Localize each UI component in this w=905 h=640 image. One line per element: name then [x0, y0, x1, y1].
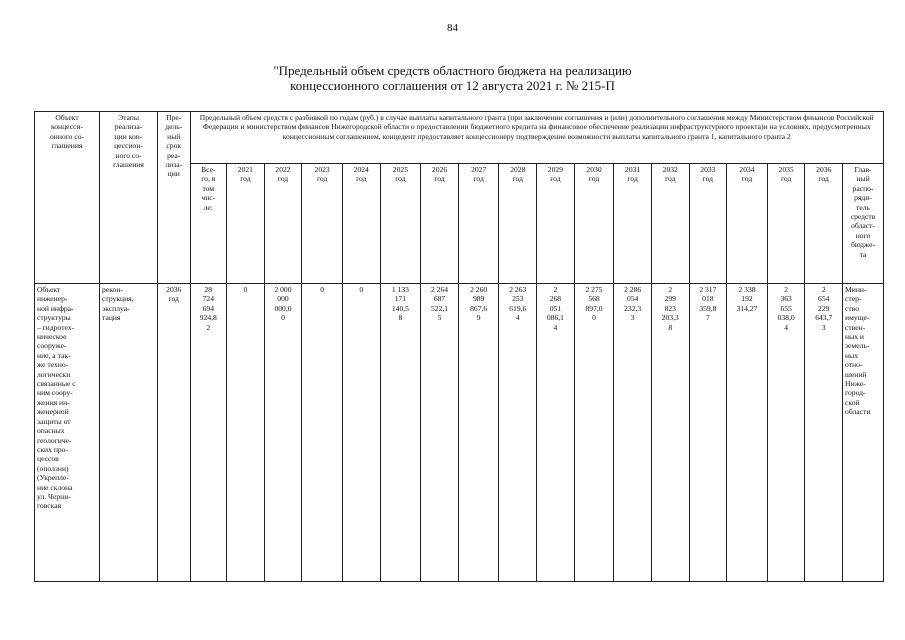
cell-year-value: 2 286 054 232,3 3	[614, 284, 652, 582]
header-year: 2034 год	[727, 164, 768, 284]
header-term: Пре- дель- ный срок реа- лиза- ции	[157, 112, 190, 284]
cell-year-value: 2 363 655 038,0 4	[767, 284, 805, 582]
header-year: 2022 год	[264, 164, 302, 284]
cell-year-value: 2 299 823 203,3 8	[651, 284, 689, 582]
cell-year-value: 2 263 253 619,6 4	[499, 284, 537, 582]
cell-year-value: 2 268 051 086,1 4	[537, 284, 575, 582]
cell-year-value: 2 264 687 522,1 5	[421, 284, 459, 582]
cell-year-value: 2 000 000 000,0 0	[264, 284, 302, 582]
budget-table	[34, 111, 884, 582]
cell-year-value: 2 654 229 643,7 3	[805, 284, 843, 582]
cell-manager: Мини- стер- ство имуще- ствен- ных и земель- ных отно- шений Ниже- город- ской области	[843, 284, 884, 582]
header-year: 2035 год	[767, 164, 805, 284]
cell-year-value: 2 260 989 867,6 9	[458, 284, 499, 582]
table-row	[35, 284, 884, 582]
header-year: 2030 год	[574, 164, 614, 284]
cell-year-value: 1 133 171 140,5 8	[380, 284, 421, 582]
header-year: 2025 год	[380, 164, 421, 284]
page-number: 84	[447, 22, 458, 34]
cell-object: Объект инженер- ной инфра- структуры – гидротех- ническое сооруже- ние, а так- же техно- логически связанные с ним соору- жения ин- женерной защиты от опасных геологиче- ских про- цессов (оползни) (Укрепле- ние склона ул. Черни- говская	[35, 284, 100, 582]
title-line-1: "Предельный объем средств областного бюджета на реализацию	[273, 63, 632, 78]
cell-year-value: 0	[342, 284, 380, 582]
title-line-2: концессионного соглашения от 12 августа 2021 г. № 215-П	[290, 78, 615, 93]
cell-year-value: 2 317 018 359,8 7	[689, 284, 727, 582]
header-object: Объект концесси- онного со- глашения	[35, 112, 100, 284]
header-year: 2031 год	[614, 164, 652, 284]
header-year: 2021 год	[227, 164, 265, 284]
header-row-1	[35, 112, 884, 164]
header-year: 2029 год	[537, 164, 575, 284]
document-title	[120, 63, 785, 93]
cell-year-value: 2 275 568 897,0 0	[574, 284, 614, 582]
header-year: 2024 год	[342, 164, 380, 284]
header-year: 2036 год	[805, 164, 843, 284]
header-limit: Предельный объем средств с разбивкой по годам (руб.) в случае выплаты капитального гранта (при заключении соглашения и (или) дополнительного соглашения между Министерством финансов Российской Федерации и министерством финансов Нижегородской области о предоставлении бюджетного кредита на финансовое обеспечение реализации инфраструктурного проекта)и на условиях, предусмотренных концессионным соглашением, концедент предоставляет концессионеру подтверждение возможности выплаты капитального гранта 1, капитального гранта 2	[190, 112, 884, 164]
cell-total: 28 724 694 924,8 2	[190, 284, 227, 582]
cell-stages: рекон- струкция, эксплуа- тация	[100, 284, 158, 582]
cell-year-value: 0	[302, 284, 343, 582]
cell-year-value: 0	[227, 284, 265, 582]
header-year: 2033 год	[689, 164, 727, 284]
cell-year-value: 2 338 192 314,27	[727, 284, 768, 582]
header-total: Все- го, в том чис- ле:	[190, 164, 227, 284]
header-year: 2026 год	[421, 164, 459, 284]
cell-term: 2036 год	[157, 284, 190, 582]
header-year: 2027 год	[458, 164, 499, 284]
header-manager: Глав- ный распо- ряди- тель средств област- ного бюдже- та	[843, 164, 884, 284]
header-year: 2028 год	[499, 164, 537, 284]
header-stages: Этапы реализа- ции кон- цессион- ного со- глашения	[100, 112, 158, 284]
header-year: 2032 год	[651, 164, 689, 284]
header-year: 2023 год	[302, 164, 343, 284]
